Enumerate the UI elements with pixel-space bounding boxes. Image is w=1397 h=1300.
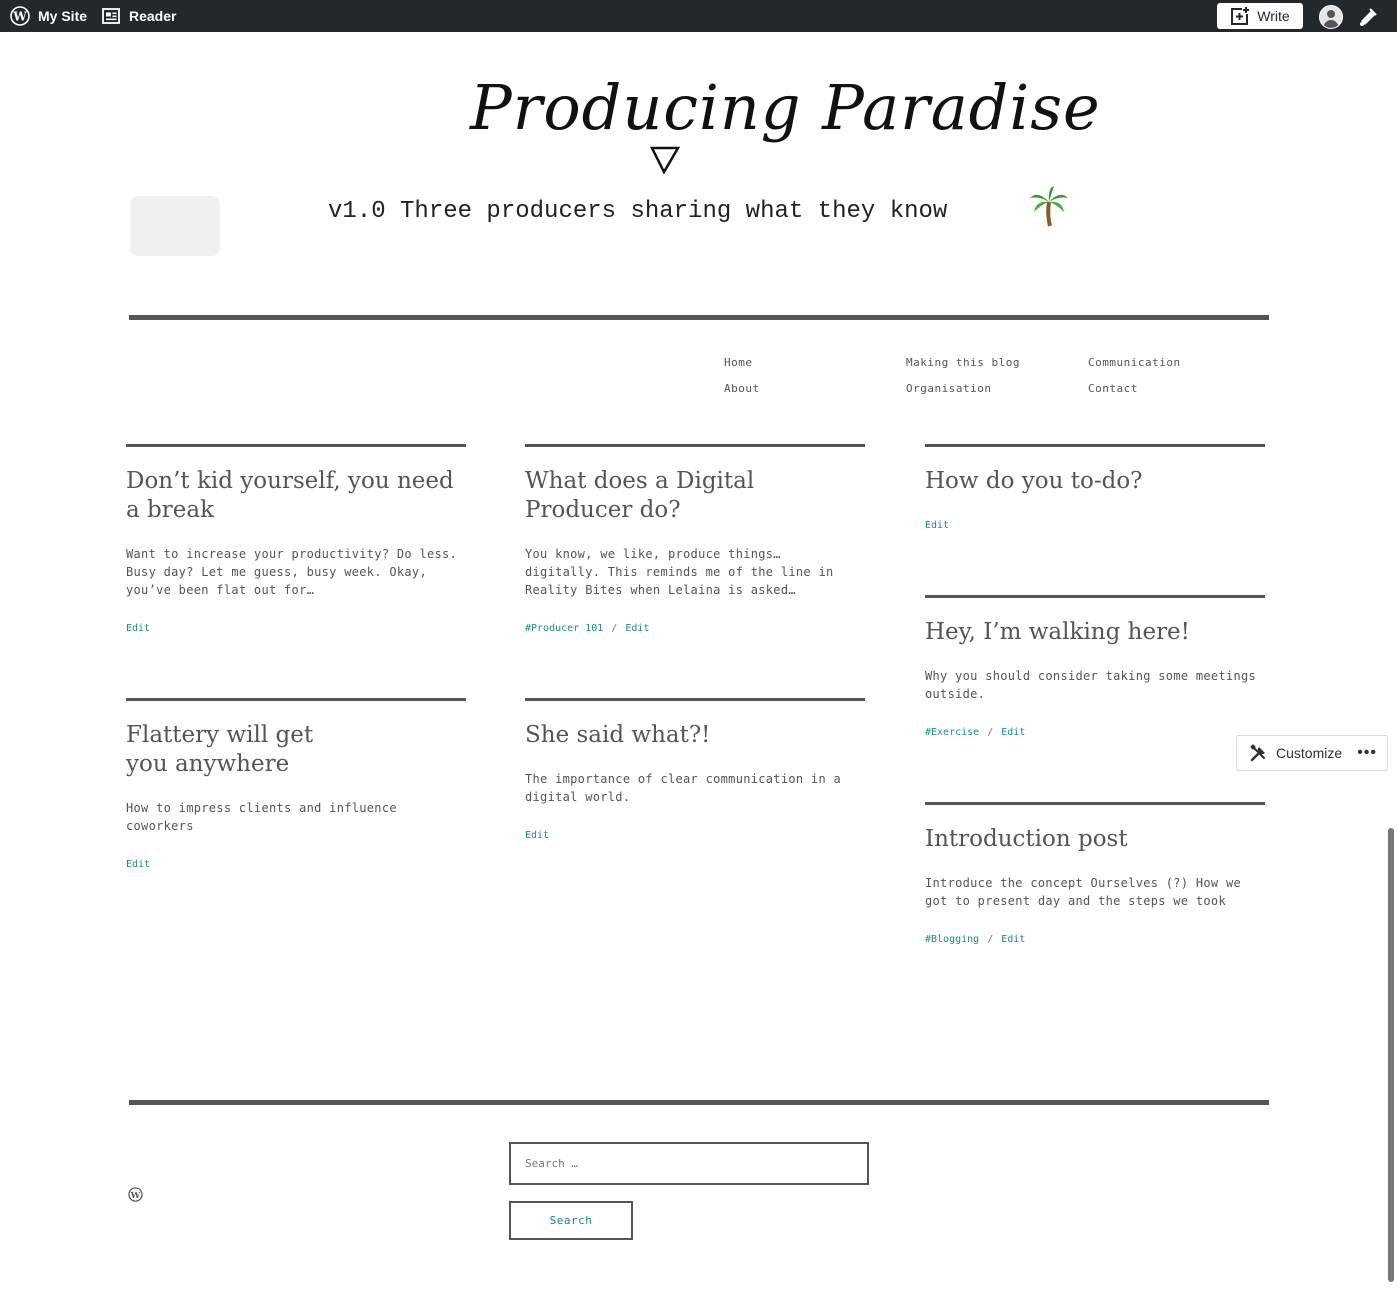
tools-icon [1250, 744, 1268, 762]
wordpress-footer-icon[interactable] [128, 1187, 143, 1202]
post-card [525, 698, 865, 858]
post-divider [126, 698, 466, 701]
post-title-line: Hey, I’m walking here! [925, 619, 1190, 645]
edit-link[interactable]: Edit [126, 623, 151, 634]
excerpt-line: digital world. [525, 790, 631, 804]
edit-link[interactable]: Edit [1001, 934, 1026, 945]
search-input[interactable] [509, 1142, 869, 1185]
write-label: Write [1257, 8, 1290, 24]
menu-item-organisation[interactable]: Organisation [906, 382, 992, 395]
post-excerpt [925, 874, 1265, 910]
excerpt-line: You know, we like, produce things… [525, 547, 781, 561]
customize-label: Customize [1276, 745, 1343, 761]
post-title-line: Don’t kid yourself, you need [126, 468, 454, 494]
post-card [126, 698, 466, 888]
menu-item-about[interactable]: About [724, 382, 760, 395]
tag-link[interactable]: #Exercise [925, 727, 980, 738]
post-card [925, 444, 1265, 544]
post-title[interactable] [525, 467, 855, 525]
user-avatar-icon [1320, 6, 1342, 28]
post-title[interactable] [525, 721, 855, 750]
meta-separator: / [987, 934, 994, 945]
post-divider [925, 802, 1265, 805]
meta-separator: / [987, 727, 994, 738]
header-divider [129, 315, 1269, 320]
menu-item-communication[interactable]: Communication [1088, 356, 1181, 369]
svg-text:W: W [13, 9, 27, 24]
post-title-line: How do you to-do? [925, 468, 1143, 494]
my-site-label: My Site [38, 8, 88, 24]
edit-link[interactable]: Edit [126, 859, 151, 870]
post-meta [925, 934, 1025, 945]
excerpt-line: outside. [925, 687, 986, 701]
post-excerpt [925, 667, 1265, 703]
reader-icon [102, 8, 120, 24]
excerpt-line: got to present day and the steps we took [925, 894, 1226, 908]
post-excerpt [525, 545, 865, 599]
excerpt-line: digitally. This reminds me of the line in [525, 565, 834, 579]
edit-link[interactable]: Edit [525, 830, 550, 841]
post-title-line: She said what?! [525, 722, 711, 748]
palm-tree-icon [1028, 186, 1070, 228]
reader-label: Reader [129, 8, 177, 24]
excerpt-line: you’ve been flat out for… [126, 583, 315, 597]
post-meta [126, 859, 150, 870]
excerpt-line: Reality Bites when Lelaina is asked… [525, 583, 796, 597]
edit-link[interactable]: Edit [625, 623, 650, 634]
tag-link[interactable]: #Producer 101 [525, 623, 604, 634]
notifications-bell-icon[interactable] [1357, 6, 1379, 26]
post-card [525, 444, 865, 644]
post-meta [126, 623, 150, 634]
post-title-line: a break [126, 497, 215, 523]
edit-link[interactable]: Edit [1001, 727, 1026, 738]
excerpt-line: Busy day? Let me guess, busy week. Okay, [126, 565, 427, 579]
post-meta [525, 830, 549, 841]
reader-link[interactable] [102, 0, 176, 32]
post-title-line: Flattery will get [126, 722, 314, 748]
post-divider [126, 444, 466, 447]
post-title-line: Producer do? [525, 497, 681, 523]
excerpt-line: Introduce the concept Ourselves (?) How we [925, 876, 1242, 890]
menu-item-contact[interactable]: Contact [1088, 382, 1138, 395]
post-divider [925, 595, 1265, 598]
footer-divider [129, 1100, 1269, 1105]
my-site-link[interactable] [10, 0, 87, 32]
excerpt-line: Why you should consider taking some meetings [925, 669, 1257, 683]
menu-item-making-this-blog[interactable]: Making this blog [906, 356, 1020, 369]
page-scrollbar[interactable] [1388, 828, 1394, 1282]
svg-text:W: W [130, 1189, 141, 1200]
post-title[interactable] [126, 467, 456, 525]
post-divider [525, 698, 865, 701]
search-button[interactable]: Search [509, 1201, 633, 1240]
post-title-line: Introduction post [925, 826, 1128, 852]
post-card [925, 595, 1265, 755]
tag-link[interactable]: #Blogging [925, 934, 980, 945]
excerpt-line: How to impress clients and influence [126, 801, 397, 815]
post-card [925, 802, 1265, 962]
header-background-smudge [130, 196, 220, 256]
customize-button[interactable] [1236, 735, 1388, 771]
post-title-line: you anywhere [126, 751, 290, 777]
admin-bar [0, 0, 1397, 32]
post-excerpt [126, 545, 466, 599]
title-flourish-icon [648, 138, 688, 178]
avatar[interactable] [1319, 5, 1343, 29]
post-divider [925, 444, 1265, 447]
site-title[interactable]: Producing Paradise [470, 71, 1101, 144]
post-title-line: What does a Digital [525, 468, 755, 494]
post-card [126, 444, 466, 644]
post-meta [925, 520, 949, 531]
edit-link[interactable]: Edit [925, 520, 950, 531]
menu-item-home[interactable]: Home [724, 356, 753, 369]
more-options-icon[interactable]: ••• [1357, 744, 1377, 761]
excerpt-line: coworkers [126, 819, 194, 833]
post-title[interactable] [925, 618, 1255, 647]
post-title[interactable] [925, 825, 1255, 854]
excerpt-line: The importance of clear communication in a [525, 772, 842, 786]
post-divider [525, 444, 865, 447]
new-post-icon [1230, 6, 1250, 26]
excerpt-line: Want to increase your productivity? Do less. [126, 547, 458, 561]
post-excerpt [525, 770, 865, 806]
write-button[interactable] [1217, 3, 1303, 29]
post-excerpt [126, 799, 466, 835]
post-meta [925, 727, 1025, 738]
meta-separator: / [611, 623, 618, 634]
post-title[interactable] [126, 721, 456, 779]
site-tagline: v1.0 Three producers sharing what they know [328, 198, 948, 225]
post-title[interactable] [925, 467, 1255, 496]
wordpress-logo-icon [10, 6, 30, 26]
post-meta [525, 623, 649, 634]
